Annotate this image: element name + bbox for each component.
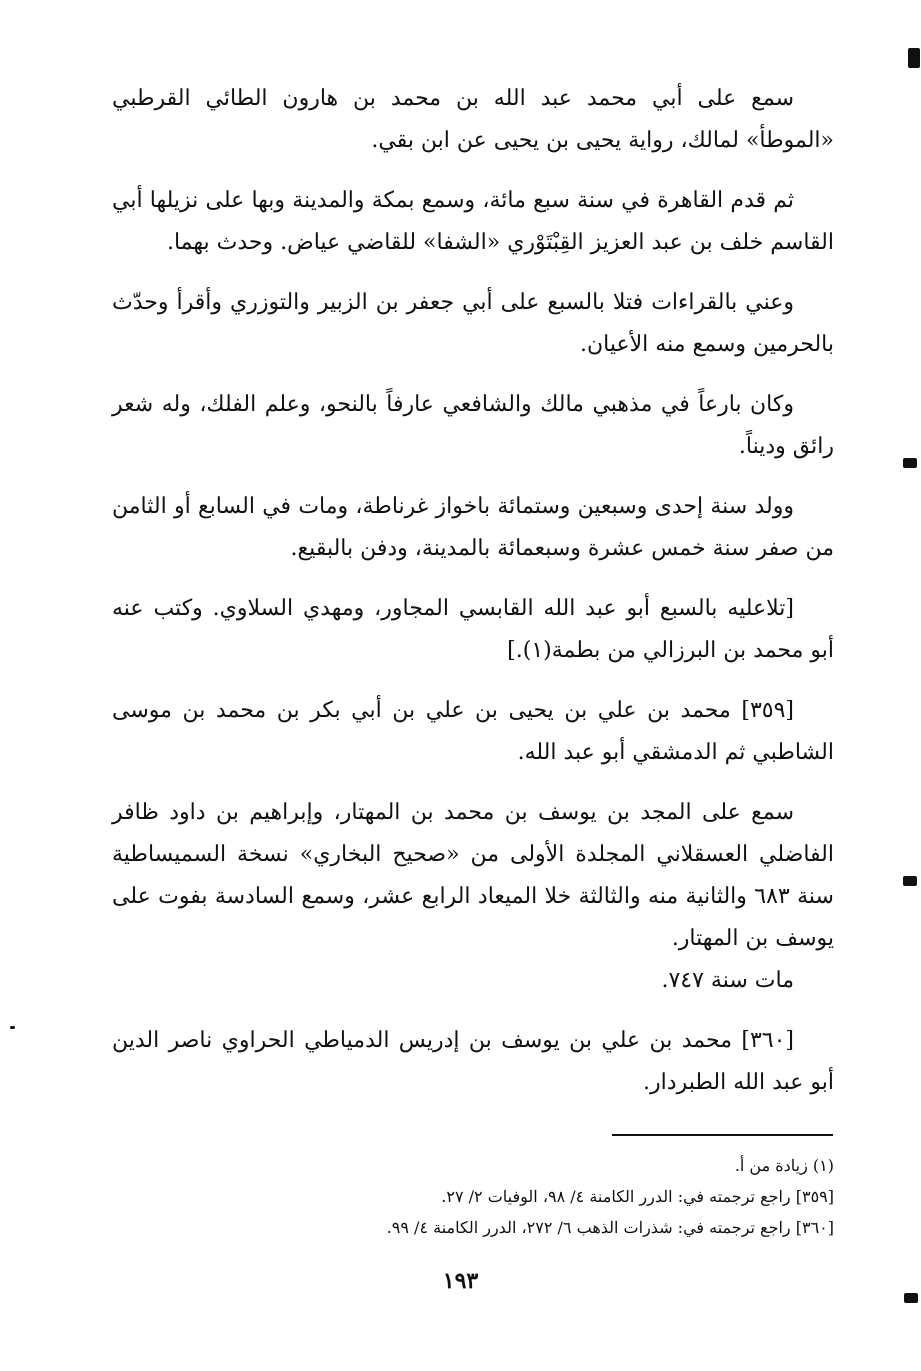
scan-edge-mark [903,876,917,886]
scan-edge-mark [908,48,920,68]
entry-360-heading: [٣٦٠] محمد بن علي بن يوسف بن إدريس الدمياطي الحراوي ناصر الدين أبو عبد الله الطبردار. [112,1028,834,1095]
paragraph-8: سمع على المجد بن يوسف بن محمد بن المهتار، وإبراهيم بن داود ظافر الفاضلي العسقلاني المجلدة الأولى من «صحيح البخاري» نسخة السميساطية سنة ٦٨٣ والثانية منه والثالثة خلا الميعاد الرابع عشر، وسمع السادسة بفوت على يوسف بن المهتار. [112,800,834,951]
scan-edge-mark [904,1293,918,1303]
page-number: ١٩٣ [442,1268,479,1294]
footnotes [112,1150,834,1243]
paragraph-2: ثم قدم القاهرة في سنة سبع مائة، وسمع بمكة والمدينة وبها على نزيلها أبي القاسم خلف بن عبد العزيز القِبْتَوْري «الشفا» للقاضي عياض. وحدث بهما. [112,188,834,255]
footnote-359: [٣٥٩] راجع ترجمته في: الدرر الكامنة ٤/ ٩٨، الوفيات ٢/ ٢٧. [441,1187,834,1206]
paragraph-4: وكان بارعاً في مذهبي مالك والشافعي عارفاً بالنحو، وعلم الفلك، وله شعر رائق وديناً. [112,392,834,459]
main-text [112,78,834,1122]
paragraph-5: وولد سنة إحدى وسبعين وستمائة باخواز غرناطة، ومات في السابع أو الثامن من صفر سنة خمس عشرة وسبعمائة بالمدينة، ودفن بالبقيع. [112,494,834,561]
entry-359-heading: [٣٥٩] محمد بن علي بن يحيى بن علي بن أبي بكر بن محمد بن موسى الشاطبي ثم الدمشقي أبو عبد الله. [112,698,834,765]
scan-edge-mark [903,458,917,468]
paragraph-1: سمع على أبي محمد عبد الله بن محمد بن هارون الطائي القرطبي «الموطأ» لمالك، رواية يحيى بن يحيى عن ابن بقي. [112,86,834,153]
scan-edge-mark [10,1026,15,1029]
paragraph-3: وعني بالقراءات فتلا بالسبع على أبي جعفر بن الزبير والتوزري وأقرأ وحدّث بالحرمين وسمع منه الأعيان. [112,290,834,357]
footnote-360: [٣٦٠] راجع ترجمته في: شذرات الذهب ٦/ ٢٧٢، الدرر الكامنة ٤/ ٩٩. [386,1218,834,1237]
paragraph-6: [تلاعليه بالسبع أبو عبد الله القابسي المجاور، ومهدي السلاوي. وكتب عنه أبو محمد بن البرزالي من بطمة(١).] [112,596,834,663]
footnote-1: (١) زيادة من أ. [734,1156,834,1175]
footnote-divider [612,1134,833,1136]
death-year-line: مات سنة ٧٤٧. [661,968,794,993]
